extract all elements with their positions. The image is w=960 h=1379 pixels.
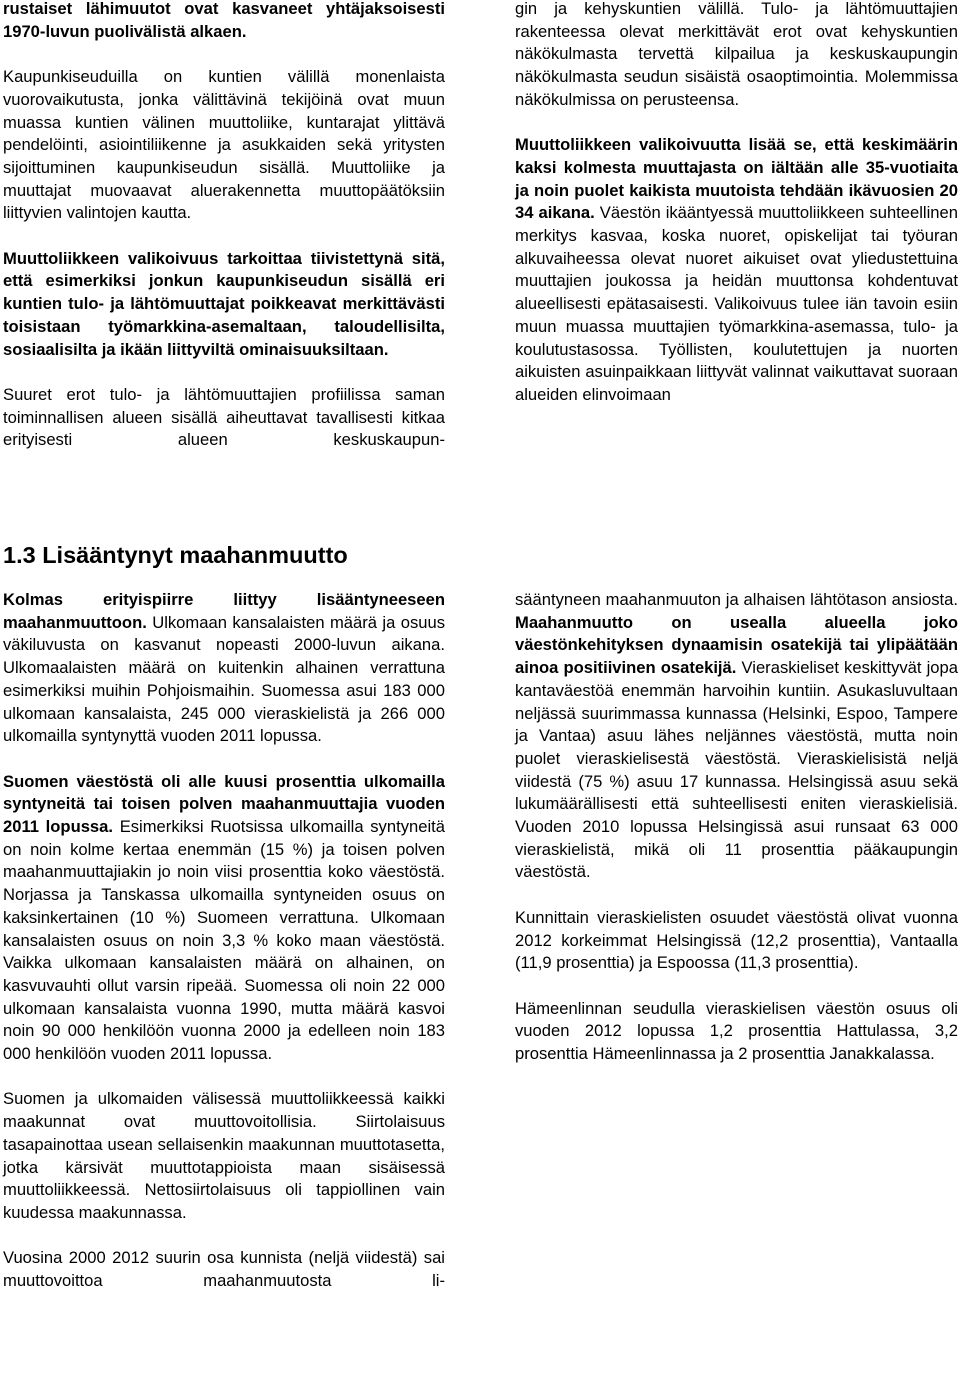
paragraph-municipal-gains: Vuosina 2000 2012 suurin osa kunnista (neljä viidestä) sai muuttovoittoa maahanmuutosta li- xyxy=(3,1248,445,1291)
bottom-right-column xyxy=(515,589,958,1066)
paragraph-hameenlinna: Hämeenlinnan seudulla vieraskielisen väestön osuus oli vuoden 2012 lopussa 1,2 prosenttia Hattulassa, 3,2 prosenttia Hämeenlinnassa ja 2 prosenttia Janakkalassa. xyxy=(515,998,958,1064)
emphasis-age-selectivity: Muuttoliikkeen valikoivuutta lisää se, että keskimäärin kaksi kolmesta muuttajasta on iältään alle 35-vuotiaita ja noin puolet kaikista muutoista tehdään ikävuosien 20 34 aikana. xyxy=(515,135,958,223)
paragraph-immigration-dynamics xyxy=(515,589,958,884)
bottom-left-column xyxy=(3,589,445,1293)
top-right-column xyxy=(515,0,958,407)
section-heading: 1.3 Lisääntynyt maahanmuutto xyxy=(3,542,348,568)
emphasis-immigration-dynamics: Maahanmuutto on usealla alueella joko väestönkehityksen dynaamisin osatekijä tai ylipäätään ainoa positiivinen osatekijä. xyxy=(515,612,958,678)
paragraph-continuation: rustaiset lähimuutot ovat kasvaneet yhtäjaksoisesti 1970-luvun puolivälistä alkaen. xyxy=(3,0,445,41)
text-foreign-born: Esimerkiksi Ruotsissa ulkomailla syntyneitä on noin kolme kertaa enemmän (15 %) ja toisen polven maahanmuuttajiakin jo noin viisi prosenttia koko väestöstä. Norjassa ja Tanskassa ulkomailla syntyneiden osuus on kaksinkertainen (10 %) Suomeen verrattuna. Ulkomaan kansalaisten osuus on noin 3,3 % koko maan väestöstä. Vaikka ulkomaan kansalaisten määrä on alhainen, on kasvuvauhti ollut varsin ripeää. Suomessa oli noin 22 000 ulkomaan kansalaista vuonna 1990, mutta määrä kasvoi noin 90 000 henkilöön vuonna 2000 ja edelleen noin 183 000 henkilöön vuoden 2011 lopussa. xyxy=(3,817,445,1064)
emphasis-immigration-intro: Kolmas erityispiirre liittyy lisääntyneeseen maahanmuuttoon. xyxy=(3,590,445,632)
paragraph-interaction: Kaupunkiseuduilla on kuntien välillä monenlaista vuorovaikutusta, jonka välittävinä tekijöinä ovat muun muassa kuntien välinen muuttoliike, kuntarajat ylittävä pendelöinti, asiointiliikenne ja asukkaiden sekä yritysten sijoittuminen kaupunkiseudun sisällä. Muuttoliike ja muuttajat muovaavat aluerakennetta muuttopäätöksiin liittyvien valintojen kautta. xyxy=(3,67,445,223)
paragraph-selectivity-definition: Muuttoliikkeen valikoivuus tarkoittaa tiivistettynä sitä, että esimerkiksi jonkun kaupunkiseudun sisällä eri kuntien tulo- ja lähtömuuttajat poikkeavat merkittävästi toisistaan työmarkkina-asemaltaan, taloudellisilta, sosiaalisilta ja ikään liittyviltä ominaisuuksiltaan. xyxy=(3,248,445,359)
text-immigration-start: sääntyneen maahanmuuton ja alhaisen lähtötason ansiosta. xyxy=(515,590,958,609)
paragraph-core-periphery: gin ja kehyskuntien välillä. Tulo- ja lähtömuuttajien rakenteessa olevat merkittävät erot ovat kehyskuntien näkökulmasta tervettä kilpailua ja keskuskaupungin näkökulmasta seudun sisäistä osaoptimointia. Molemmissa näkökulmissa on perusteensa. xyxy=(515,0,958,109)
paragraph-migration-regions: Suomen ja ulkomaiden välisessä muuttoliikkeessä kaikki maakunnat ovat muuttovoitollisia. Siirtolaisuus tasapainottaa usean sellaisenkin maakunnan muuttotasetta, jotka kärsivät muuttotappioista maan sisäisessä muuttoliikkeessä. Nettosiirtolaisuus oli tappiollinen vain kuudessa maakunnassa. xyxy=(3,1089,445,1222)
paragraph-foreign-born xyxy=(3,771,445,1066)
text-immigration-dynamics: Vieraskieliset keskittyvät jopa kantaväestöä enemmän harvoihin kuntiin. Asukasluvultaan neljässä suurimmassa kunnassa (Helsinki, Espoo, Tampere ja Vantaa) asuu lähes neljännes väestöstä, mutta noin puolet vieraskielisestä väestöstä. Vieraskielisistä neljä viidestä (75 %) asuu 17 kunnassa. Helsingissä asuu sekä lukumäärällisesti että suhteellisesti eniten vieraskielisiä. Vuoden 2010 lopussa Helsingissä asui runsaat 63 000 vieraskielistä, mikä oli 11 prosenttia pääkaupungin väestöstä. xyxy=(515,658,958,882)
paragraph-foreign-language-shares: Kunnittain vieraskielisten osuudet väestöstä olivat vuonna 2012 korkeimmat Helsingissä (12,2 prosenttia), Vantaalla (11,9 prosenttia) ja Espoossa (11,3 prosenttia). xyxy=(515,907,958,973)
paragraph-age-selectivity xyxy=(515,134,958,406)
top-left-column xyxy=(3,0,445,452)
text-age-selectivity: Väestön ikääntyessä muuttoliikkeen suhteellinen merkitys kasvaa, koska nuoret, opiskelijat tai työuran alkuvaiheessa olevat nuoret aikuiset ovat yliedustettuina muuttajien joukossa ja heidän muuttonsa kohdentuvat alueellisesti epätasaisesti. Valikoivuus tulee iän tavoin esiin muun muassa muuttajien työmarkkina-asemassa, tulo- ja koulutustasossa. Työllisten, koulutettujen ja nuorten aikuisten asuinpaikkaan liittyvät valinnat vaikuttavat suoraan alueiden elinvoimaan xyxy=(515,203,958,404)
paragraph-immigration-intro xyxy=(3,589,445,748)
emphasis-foreign-born: Suomen väestöstä oli alle kuusi prosenttia ulkomailla syntyneitä tai toisen polven maahanmuuttajia vuoden 2011 lopussa. xyxy=(3,771,445,837)
text-immigration-intro: Ulkomaan kansalaisten määrä ja osuus väkiluvusta on kasvanut nopeasti 2000-luvun aikana. Ulkomaalaisten määrä on kuitenkin alhainen verrattuna esimerkiksi muihin Pohjoismaihin. Suomessa asui 183 000 ulkomaan kansalaista, 245 000 vieraskielistä ja 266 000 ulkomailla syntynyttä vuoden 2011 lopussa. xyxy=(3,612,445,746)
paragraph-profile-differences: Suuret erot tulo- ja lähtömuuttajien profiilissa saman toiminnallisen alueen sisällä aiheuttavat tavallisesti kitkaa erityisesti alueen keskuskaupun- xyxy=(3,384,445,450)
